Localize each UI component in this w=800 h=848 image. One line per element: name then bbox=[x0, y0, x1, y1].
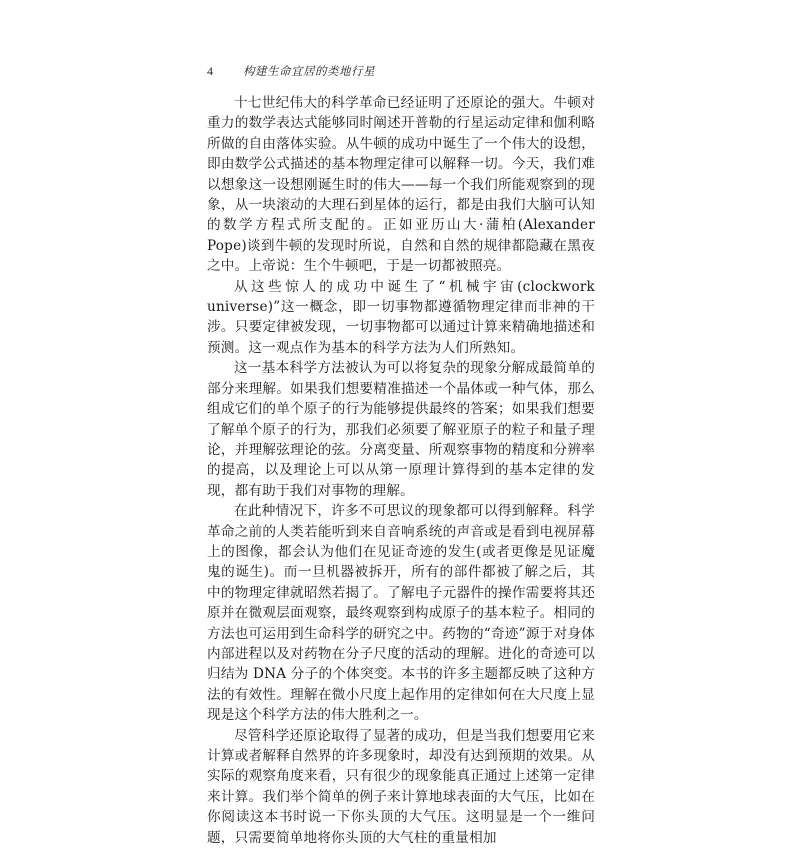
paragraph: 十七世纪伟大的科学革命已经证明了还原论的强大。牛顿对重力的数学表达式能够同时阐述开普勒的行星运动定律和伽利略所做的自由落体实验。从牛顿的成功中诞生了一个伟大的设想，即由数学公式描述的基本物理定律可以解释一切。今天，我们难以想象这一设想刚诞生时的伟大——每一个我们所能观察到的现象，从一块滚动的大理石到星体的运行，都是由我们大脑可认知的数学方程式所支配的。正如亚历山大·蒲柏(Alexander Pope)谈到牛顿的发现时所说，自然和自然的规律都隐藏在黑夜之中。上帝说：生个牛顿吧，于是一切都被照亮。 bbox=[207, 95, 595, 275]
page-number: 4 bbox=[207, 64, 213, 78]
paragraph: 尽管科学还原论取得了显著的成功，但是当我们想要用它来计算或者解释自然界的许多现象时，却没有达到预期的效果。从实际的观察角度来看，只有很少的现象能真正通过上述第一定律来计算。我们举个简单的例子来计算地球表面的大气压，比如在你阅读这本书时说一下你头顶的大气压。这明显是一个一维问题，只需要简单地将你头顶的大气柱的重量相加 bbox=[207, 727, 595, 846]
body-text bbox=[207, 93, 595, 848]
running-header bbox=[207, 63, 375, 81]
running-title: 构建生命宜居的类地行星 bbox=[243, 64, 375, 78]
paragraph: 这一基本科学方法被认为可以将复杂的现象分解成最简单的部分来理解。如果我们想要精准描述一个晶体或一种气体，那么组成它们的单个原子的行为能够提供最终的答案；如果我们想要了解单个原子的行为，那我们必须要了解亚原子的粒子和量子理论，并理解弦理论的弦。分离变量、所观察事物的精度和分辨率的提高，以及理论上可以从第一原理计算得到的基本定律的发现，都有助于我们对事物的理解。 bbox=[207, 360, 595, 499]
paragraph: 从这些惊人的成功中诞生了“机械宇宙(clockwork universe)”这一概念，即一切事物都遵循物理定律而非神的干涉。只要定律被发现，一切事物都可以通过计算来精确地描述和预测。这一观点作为基本的科学方法为人们所熟知。 bbox=[207, 278, 595, 356]
paragraph: 在此种情况下，许多不可思议的现象都可以得到解释。科学革命之前的人类若能听到来自音响系统的声音或是看到电视屏幕上的图像，都会认为他们在见证奇迹的发生(或者更像是见证魔鬼的诞生)。而一旦机器被拆开，所有的部件都被了解之后，其中的物理定律就昭然若揭了。了解电子元器件的操作需要将其还原并在微观层面观察，最终观察到构成原子的基本粒子。相同的方法也可运用到生命科学的研究之中。药物的“奇迹”源于对身体内部进程以及对药物在分子尺度的活动的理解。进化的奇迹可以归结为 DNA 分子的个体突变。本书的许多主题都反映了这种方法的有效性。理解在微小尺度上起作用的定律如何在大尺度上显现是这个科学方法的伟大胜利之一。 bbox=[207, 503, 595, 724]
